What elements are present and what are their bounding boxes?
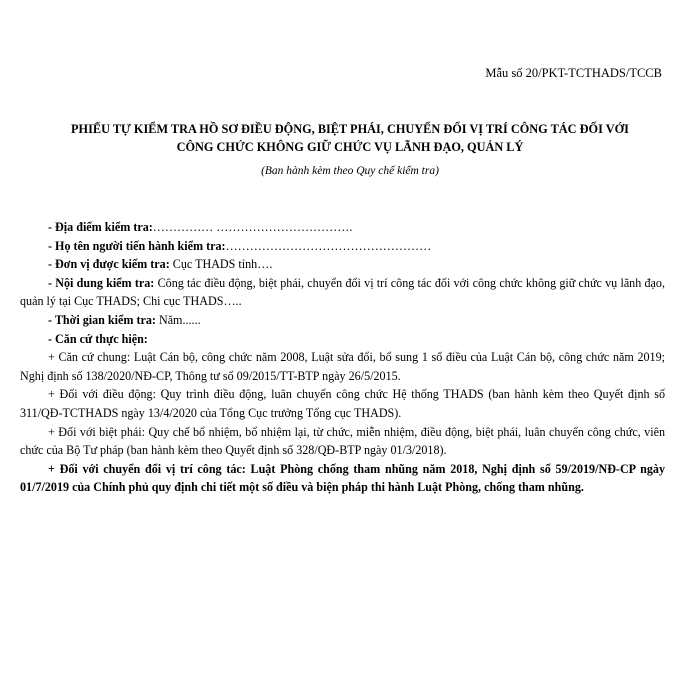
document-subtitle: (Ban hành kèm theo Quy chế kiểm tra) bbox=[261, 165, 439, 177]
unit-field bbox=[20, 255, 665, 274]
content-label: - Nội dung kiểm tra: bbox=[48, 275, 155, 290]
time-field bbox=[20, 311, 665, 330]
unit-label: - Đơn vị được kiểm tra: bbox=[48, 257, 170, 272]
inspector-value: …………………………………………… bbox=[225, 238, 432, 253]
document-title bbox=[20, 120, 680, 156]
inspector-field bbox=[20, 237, 665, 256]
basis-item-rotation: + Đối với chuyển đổi vị trí công tác: Luật Phòng chống tham nhũng năm 2018, Nghị định số 59/2019/NĐ-CP ngày 01/7/2019 của Chính phủ quy định chi tiết một số điều và biện pháp thi hành Luật Phòng, chống tham nhũng. bbox=[20, 461, 665, 495]
basis-item-transfer: + Đối với điều động: Quy trình điều động, luân chuyển công chức Hệ thống THADS (ban hành kèm theo Quyết định số 311/QĐ-TCTHADS ngày 13/4/2020 của Tổng Cục trưởng Tổng cục THADS). bbox=[20, 387, 665, 420]
location-field bbox=[20, 218, 665, 237]
document-body bbox=[20, 218, 665, 497]
content-value: Công tác điều động, biệt phái, chuyển đổi vị trí công tác đối với công chức không giữ chức vụ lãnh đạo, quản lý tại Cục THADS; Chi cục THADS….. bbox=[20, 275, 665, 309]
unit-value: Cục THADS tỉnh…. bbox=[169, 257, 273, 272]
location-value: …………… ……………………………. bbox=[152, 220, 353, 234]
title-line-1: PHIẾU TỰ KIỂM TRA HỒ SƠ ĐIỀU ĐỘNG, BIỆT PHÁI, CHUYỂN ĐỔI VỊ TRÍ CÔNG TÁC ĐỐI VỚI bbox=[71, 122, 629, 136]
basis-item-general: + Căn cứ chung: Luật Cán bộ, công chức năm 2008, Luật sửa đổi, bổ sung 1 số điều của Luật Cán bộ, công chức năm 2019; Nghị định số 138/2020/NĐ-CP, Thông tư số 09/2015/TT-BTP ngày 26/5/2015. bbox=[20, 350, 665, 383]
form-code: Mẫu số 20/PKT-TCTHADS/TCCB bbox=[485, 66, 662, 80]
inspector-label: - Họ tên người tiến hành kiểm tra: bbox=[48, 238, 226, 253]
location-label: - Địa điểm kiểm tra: bbox=[48, 220, 153, 234]
time-label: - Thời gian kiểm tra: bbox=[48, 312, 156, 327]
basis-item-secondment: + Đối với biệt phái: Quy chế bổ nhiệm, bổ nhiệm lại, từ chức, miễn nhiệm, điều động, biệt phái, luân chuyển công chức, viên chức của Bộ Tư pháp (ban hành kèm theo Quyết định số 328/QĐ-BTP ngày 01/3/2018). bbox=[20, 424, 665, 458]
title-line-2: CÔNG CHỨC KHÔNG GIỮ CHỨC VỤ LÃNH ĐẠO, QUẢN LÝ bbox=[176, 140, 524, 154]
content-field bbox=[20, 274, 665, 311]
basis-heading bbox=[20, 330, 665, 349]
time-value: Năm...... bbox=[155, 312, 201, 327]
basis-label: - Căn cứ thực hiện: bbox=[48, 331, 148, 346]
